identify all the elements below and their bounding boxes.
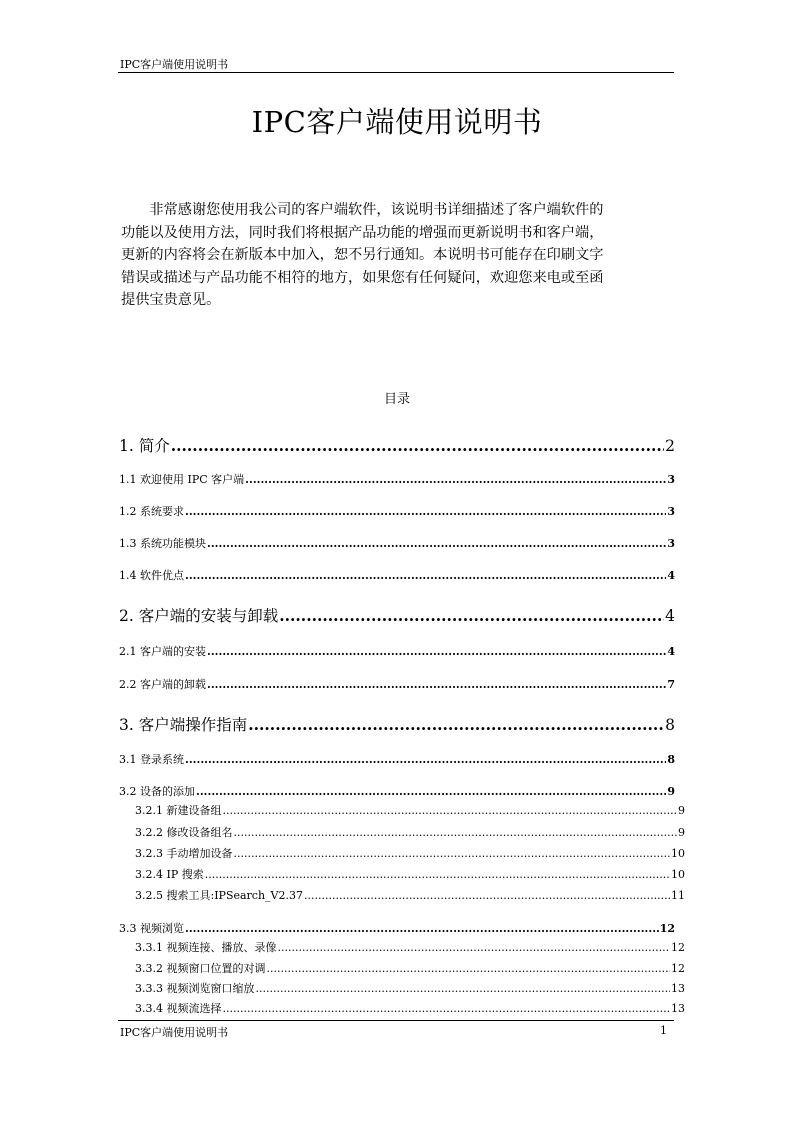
toc-entry-label: 3.3.2 视频窗口位置的对调 (135, 962, 266, 975)
page-header: IPC客户端使用说明书 (120, 58, 229, 71)
toc-leader (185, 753, 666, 766)
toc-leader (278, 941, 671, 954)
toc-entry-label: 3.2.2 修改设备组名 (135, 826, 233, 839)
toc-entry-page: 4 (665, 607, 675, 625)
toc-entry-label: 3.3.4 视频流选择 (135, 1002, 222, 1015)
toc-entry-page: 12 (671, 962, 685, 975)
toc-entry-label: 3.3.1 视频连接、播放、录像 (135, 941, 277, 954)
toc-entry[interactable] (135, 802, 685, 818)
toc-entry-label: 3.2.1 新建设备组 (135, 804, 222, 817)
page-footer: IPC客户端使用说明书 (120, 1026, 229, 1039)
toc-entry-page: 4 (667, 645, 675, 658)
toc-leader (279, 606, 664, 625)
toc-entry[interactable] (119, 643, 675, 659)
toc-entry-label: 3. 客户端操作指南 (119, 716, 248, 734)
toc-entry[interactable] (135, 866, 685, 882)
toc-entry-page: 3 (667, 505, 675, 518)
toc-entry[interactable] (119, 567, 675, 583)
toc-entry[interactable] (119, 535, 675, 551)
toc-leader (185, 569, 666, 582)
toc-entry-label: 3.2.3 手动增加设备 (135, 847, 233, 860)
toc-entry-page: 10 (671, 868, 685, 881)
toc-leader (207, 537, 666, 550)
toc-entry[interactable] (119, 783, 675, 799)
toc-entry-page: 9 (667, 785, 675, 798)
toc-entry[interactable] (135, 887, 685, 903)
toc-entry[interactable] (119, 676, 675, 692)
toc-entry-label: 2. 客户端的安装与卸载 (119, 607, 279, 625)
toc-leader (185, 505, 666, 518)
toc-entry[interactable] (119, 434, 675, 456)
toc-leader (207, 645, 666, 658)
toc-entry[interactable] (135, 824, 685, 840)
toc-entry[interactable] (135, 960, 685, 976)
toc-entry-page: 2 (665, 437, 675, 455)
toc-leader (223, 804, 678, 817)
toc-entry-label: 3.3.3 视频浏览窗口缩放 (135, 982, 255, 995)
toc-entry-page: 13 (671, 1002, 685, 1015)
toc-entry-label: 3.2.5 搜索工具:IPSearch_V2.37 (135, 889, 303, 902)
toc-entry-page: 9 (678, 804, 685, 817)
toc-entry-label: 1.4 软件优点 (119, 569, 184, 582)
toc-entry-page: 11 (671, 889, 685, 902)
toc-entry-page: 3 (667, 473, 675, 486)
toc-leader (223, 1002, 671, 1015)
toc-entry-label: 1.3 系统功能模块 (119, 537, 206, 550)
toc-entry[interactable] (135, 845, 685, 861)
toc-entry[interactable] (119, 503, 675, 519)
toc-heading: 目录 (383, 392, 410, 407)
toc-leader (267, 962, 671, 975)
toc-entry[interactable] (119, 751, 675, 767)
toc-entry-page: 9 (678, 826, 685, 839)
toc-leader (234, 847, 671, 860)
header-rule (118, 72, 674, 73)
intro-paragraph (121, 199, 677, 312)
toc-leader (196, 785, 666, 798)
toc-entry-page: 4 (667, 569, 675, 582)
toc-entry-label: 1.1 欢迎使用 IPC 客户端 (119, 473, 245, 486)
toc-leader (248, 715, 664, 734)
toc-leader (245, 473, 666, 486)
toc-leader (234, 826, 678, 839)
footer-rule (118, 1020, 674, 1021)
toc-entry-label: 3.2.4 IP 搜索 (135, 868, 204, 881)
intro-line: 错误或描述与产品功能不相符的地方，如果您有任何疑问，欢迎您来电或至函 (121, 269, 604, 286)
toc-entry-label: 2.1 客户端的安装 (119, 645, 206, 658)
toc-entry[interactable] (135, 1000, 685, 1016)
toc-entry[interactable] (119, 713, 675, 735)
toc-entry-page: 8 (667, 753, 675, 766)
toc-leader (185, 922, 659, 935)
toc-entry-label: 3.2 设备的添加 (119, 785, 195, 798)
toc-leader (256, 982, 671, 995)
page-number: 1 (660, 1024, 667, 1037)
toc-entry-page: 10 (671, 847, 685, 860)
toc-entry-label: 3.1 登录系统 (119, 753, 184, 766)
intro-line: 提供宝贵意见。 (121, 292, 221, 308)
toc-entry-label: 3.3 视频浏览 (119, 922, 184, 935)
intro-line: 更新的内容将会在新版本中加入，恕不另行通知。本说明书可能存在印刷文字 (121, 247, 604, 263)
toc-entry-page: 8 (665, 716, 675, 734)
toc-entry-page: 12 (671, 941, 685, 954)
toc-leader (207, 678, 666, 691)
toc-entry-page: 12 (659, 922, 675, 935)
toc-entry-label: 2.2 客户端的卸载 (119, 678, 206, 691)
toc-entry[interactable] (135, 939, 685, 955)
intro-line: 非常感谢您使用我公司的客户端软件，该说明书详细描述了客户端软件的 (121, 202, 604, 218)
toc-entry[interactable] (119, 604, 675, 626)
toc-leader (304, 889, 670, 902)
toc-leader (205, 868, 670, 881)
toc-entry[interactable] (119, 920, 675, 936)
toc-entry-page: 7 (667, 678, 675, 691)
toc-entry[interactable] (119, 471, 675, 487)
document-title: IPC客户端使用说明书 (251, 105, 543, 139)
toc-entry[interactable] (135, 980, 685, 996)
toc-entry-page: 3 (667, 537, 675, 550)
intro-line: 功能以及使用方法，同时我们将根据产品功能的增强而更新说明书和客户端， (121, 224, 604, 241)
toc-entry-label: 1. 简介 (119, 437, 170, 455)
toc-entry-page: 13 (671, 982, 685, 995)
toc-entry-label: 1.2 系统要求 (119, 505, 184, 518)
toc-leader (171, 436, 664, 455)
